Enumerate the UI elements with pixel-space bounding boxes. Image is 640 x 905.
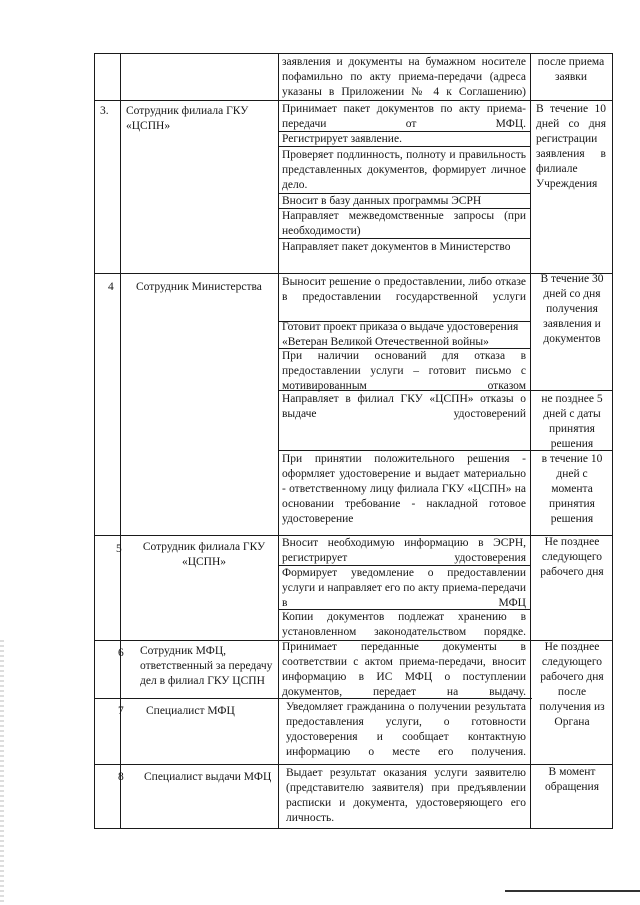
action-text: Вносит необходимую информацию в ЭСРН, регистрирует удостоверения [282, 537, 526, 564]
row-divider [94, 53, 613, 54]
term-text: В течение 30 дней со дня получения заявления и документов [540, 273, 604, 345]
action-text: Выносит решение о предоставлении, либо отказе в предоставлении государственной услуги [282, 276, 526, 303]
column-divider-3 [530, 53, 531, 829]
action-text: Регистрирует заявление. [282, 133, 402, 145]
action-text: При наличии оснований для отказа в предоставлении услуги – готовит письмо с мотивированным отказом [282, 350, 526, 392]
executor-text: Сотрудник филиала ГКУ «ЦСПН» [126, 105, 249, 132]
action-text: Принимает переданные документы в соответствии с актом приема-передачи, вносит информацию в ИС МФЦ о поступлении документов, передает на выдачу. [282, 641, 526, 698]
action-text: Вносит в базу данных программы ЭСРН [282, 195, 482, 207]
term-text: В момент обращения [544, 766, 599, 793]
action-text: Направляет в филиал ГКУ «ЦСПН» отказы о выдаче удостоверений [282, 393, 526, 420]
term-text: В течение 10 дней со дня регистрации заявления в филиале Учреждения [536, 103, 606, 190]
row-number: 6 [118, 647, 124, 659]
term-text: после приема заявки [537, 56, 605, 83]
scan-bottom-line [505, 890, 640, 892]
table-border-left [94, 53, 95, 829]
term-text: Не позднее следующего рабочего дня после получения из Органа [539, 641, 605, 728]
row-divider [94, 100, 613, 101]
action-text: заявления и документы на бумажном носителе пофамильно по акту приема-передачи (адреса указаны в Приложении № 4 к Соглашению) [282, 56, 526, 98]
action-text: Направляет пакет документов в Министерство [282, 241, 511, 253]
table-border-right [612, 53, 613, 829]
action-text: Готовит проект приказа о выдаче удостоверения «Ветеран Великой Отечественной войны» [282, 321, 519, 348]
scan-edge-noise [0, 640, 4, 905]
row-number: 8 [118, 771, 124, 783]
action-text: Копии документов подлежат хранению в установленном законодательством порядке. [282, 611, 526, 638]
action-text: Уведомляет гражданина о получении результата предоставления услуги, о готовности удостоверения и сообщает контактную информацию о месте его получения. [286, 701, 526, 758]
row-number: 7 [118, 705, 124, 717]
action-text: Принимает пакет документов по акту приема-передачи от МФЦ. [282, 103, 526, 130]
executor-text: Сотрудник МФЦ, ответственный за передачу дел в филиал ГКУ ЦСПН [140, 645, 273, 687]
term-text: не позднее 5 дней с даты принятия решения [541, 393, 603, 450]
executor-text: Сотрудник филиала ГКУ «ЦСПН» [142, 541, 266, 568]
executor-text: Сотрудник Министерства [136, 281, 262, 293]
action-text: Проверяет подлинность, полноту и правильность представленных документов, формирует личное дело. [282, 149, 526, 191]
term-text: в течение 10 дней с момента принятия решения [541, 453, 603, 525]
row-number: 4 [108, 281, 114, 293]
term-text: Не позднее следующего рабочего дня [540, 536, 604, 578]
action-text: Выдает результат оказания услуги заявителю (представителю заявителя) при предъявлении расписки и документа, удостоверяющего его личность. [286, 767, 526, 824]
action-text: Формирует уведомление о предоставлении услуги и направляет его по акту приема-передачи в МФЦ [282, 567, 526, 609]
row-number: 3. [100, 105, 109, 117]
executor-text: Специалист МФЦ [146, 705, 235, 717]
executor-text: Специалист выдачи МФЦ [144, 771, 272, 783]
action-text: При принятии положительного решения - оформляет удостоверение и выдает материально - ответственному лицу филиала ГКУ «ЦСПН» на основании требование - накладной готовое удостоверение [282, 453, 526, 525]
row-number: 5 [116, 543, 122, 555]
column-divider-2 [278, 53, 279, 829]
action-text: Направляет межведомственные запросы (при необходимости) [282, 210, 526, 237]
row-divider [94, 828, 613, 829]
